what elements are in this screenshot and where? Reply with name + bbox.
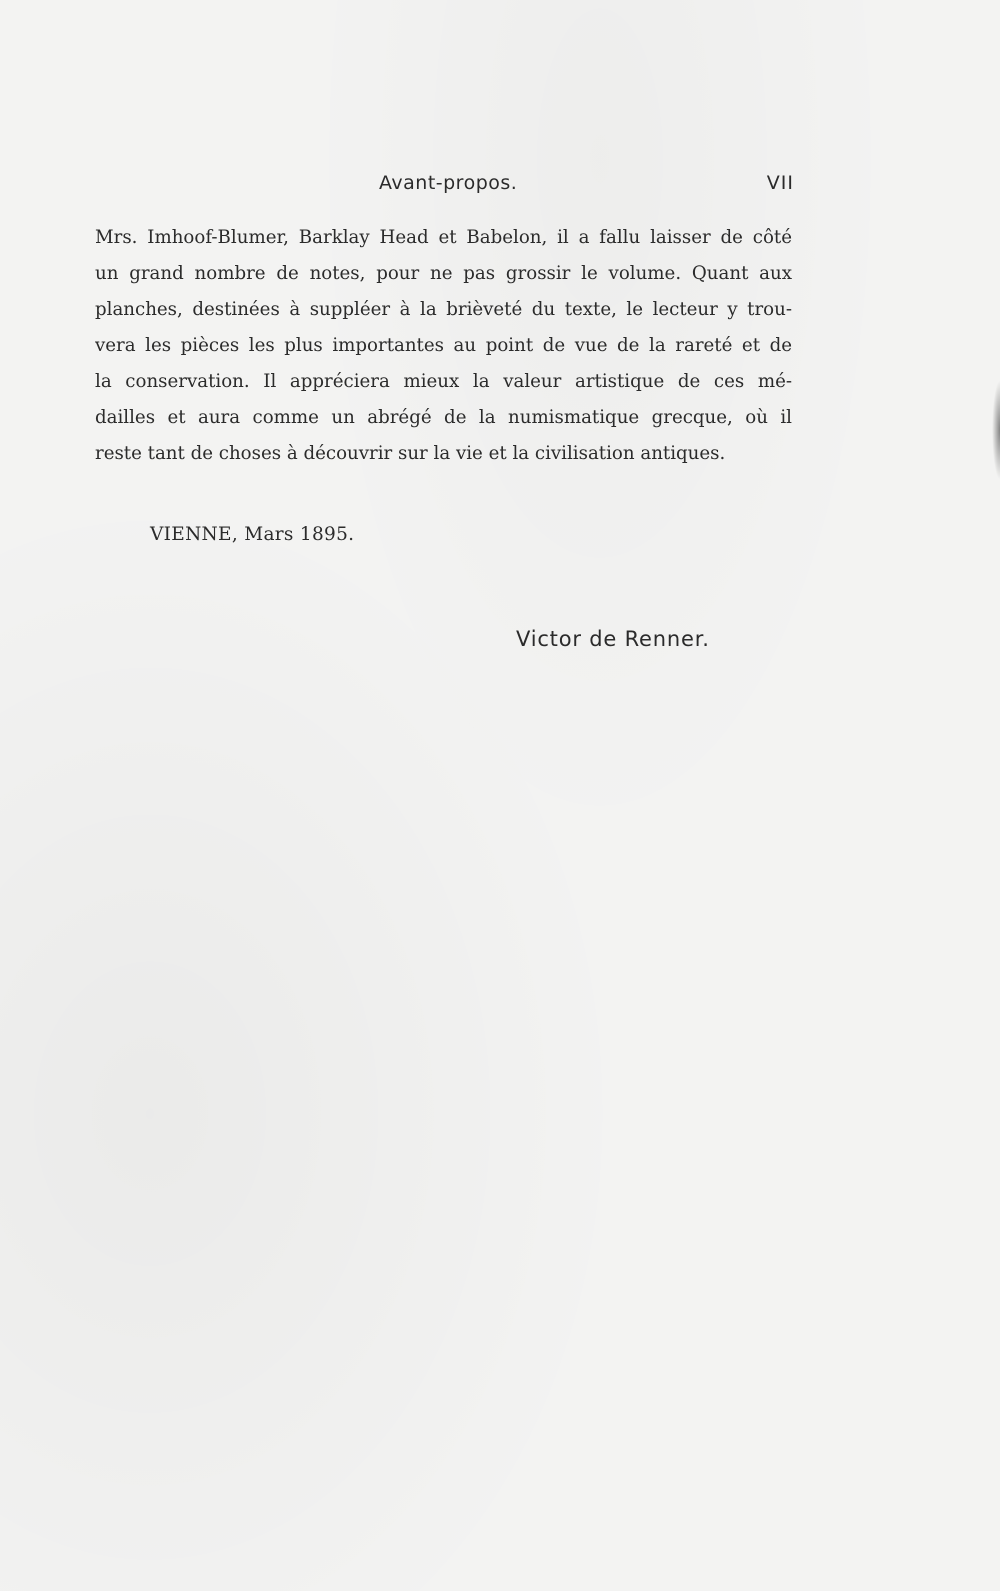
page-number: VII — [766, 172, 794, 194]
running-head — [94, 172, 794, 202]
body-paragraph — [95, 220, 792, 472]
text-line: dailles et aura comme un abrégé de la numismatique grecque, où il — [95, 407, 792, 428]
text-line: Mrs. Imhoof-Blumer, Barklay Head et Babelon, il a fallu laisser de côté — [95, 227, 792, 248]
text-line: vera les pièces les plus importantes au point de vue de la rareté et de — [95, 335, 792, 356]
page-edge-shadow — [992, 380, 1000, 480]
text-line: reste tant de choses à découvrir sur la vie et la civilisation antiques. — [95, 443, 726, 464]
text-line: la conservation. Il appréciera mieux la valeur artistique de ces mé- — [95, 371, 792, 392]
text-line: planches, destinées à suppléer à la brièveté du texte, le lecteur y trou- — [95, 299, 792, 320]
signature: Victor de Renner. — [516, 627, 710, 651]
text-line: un grand nombre de notes, pour ne pas grossir le volume. Quant aux — [95, 263, 792, 284]
running-title: Avant-propos. — [379, 172, 518, 194]
dateline: VIENNE, Mars 1895. — [150, 524, 355, 545]
